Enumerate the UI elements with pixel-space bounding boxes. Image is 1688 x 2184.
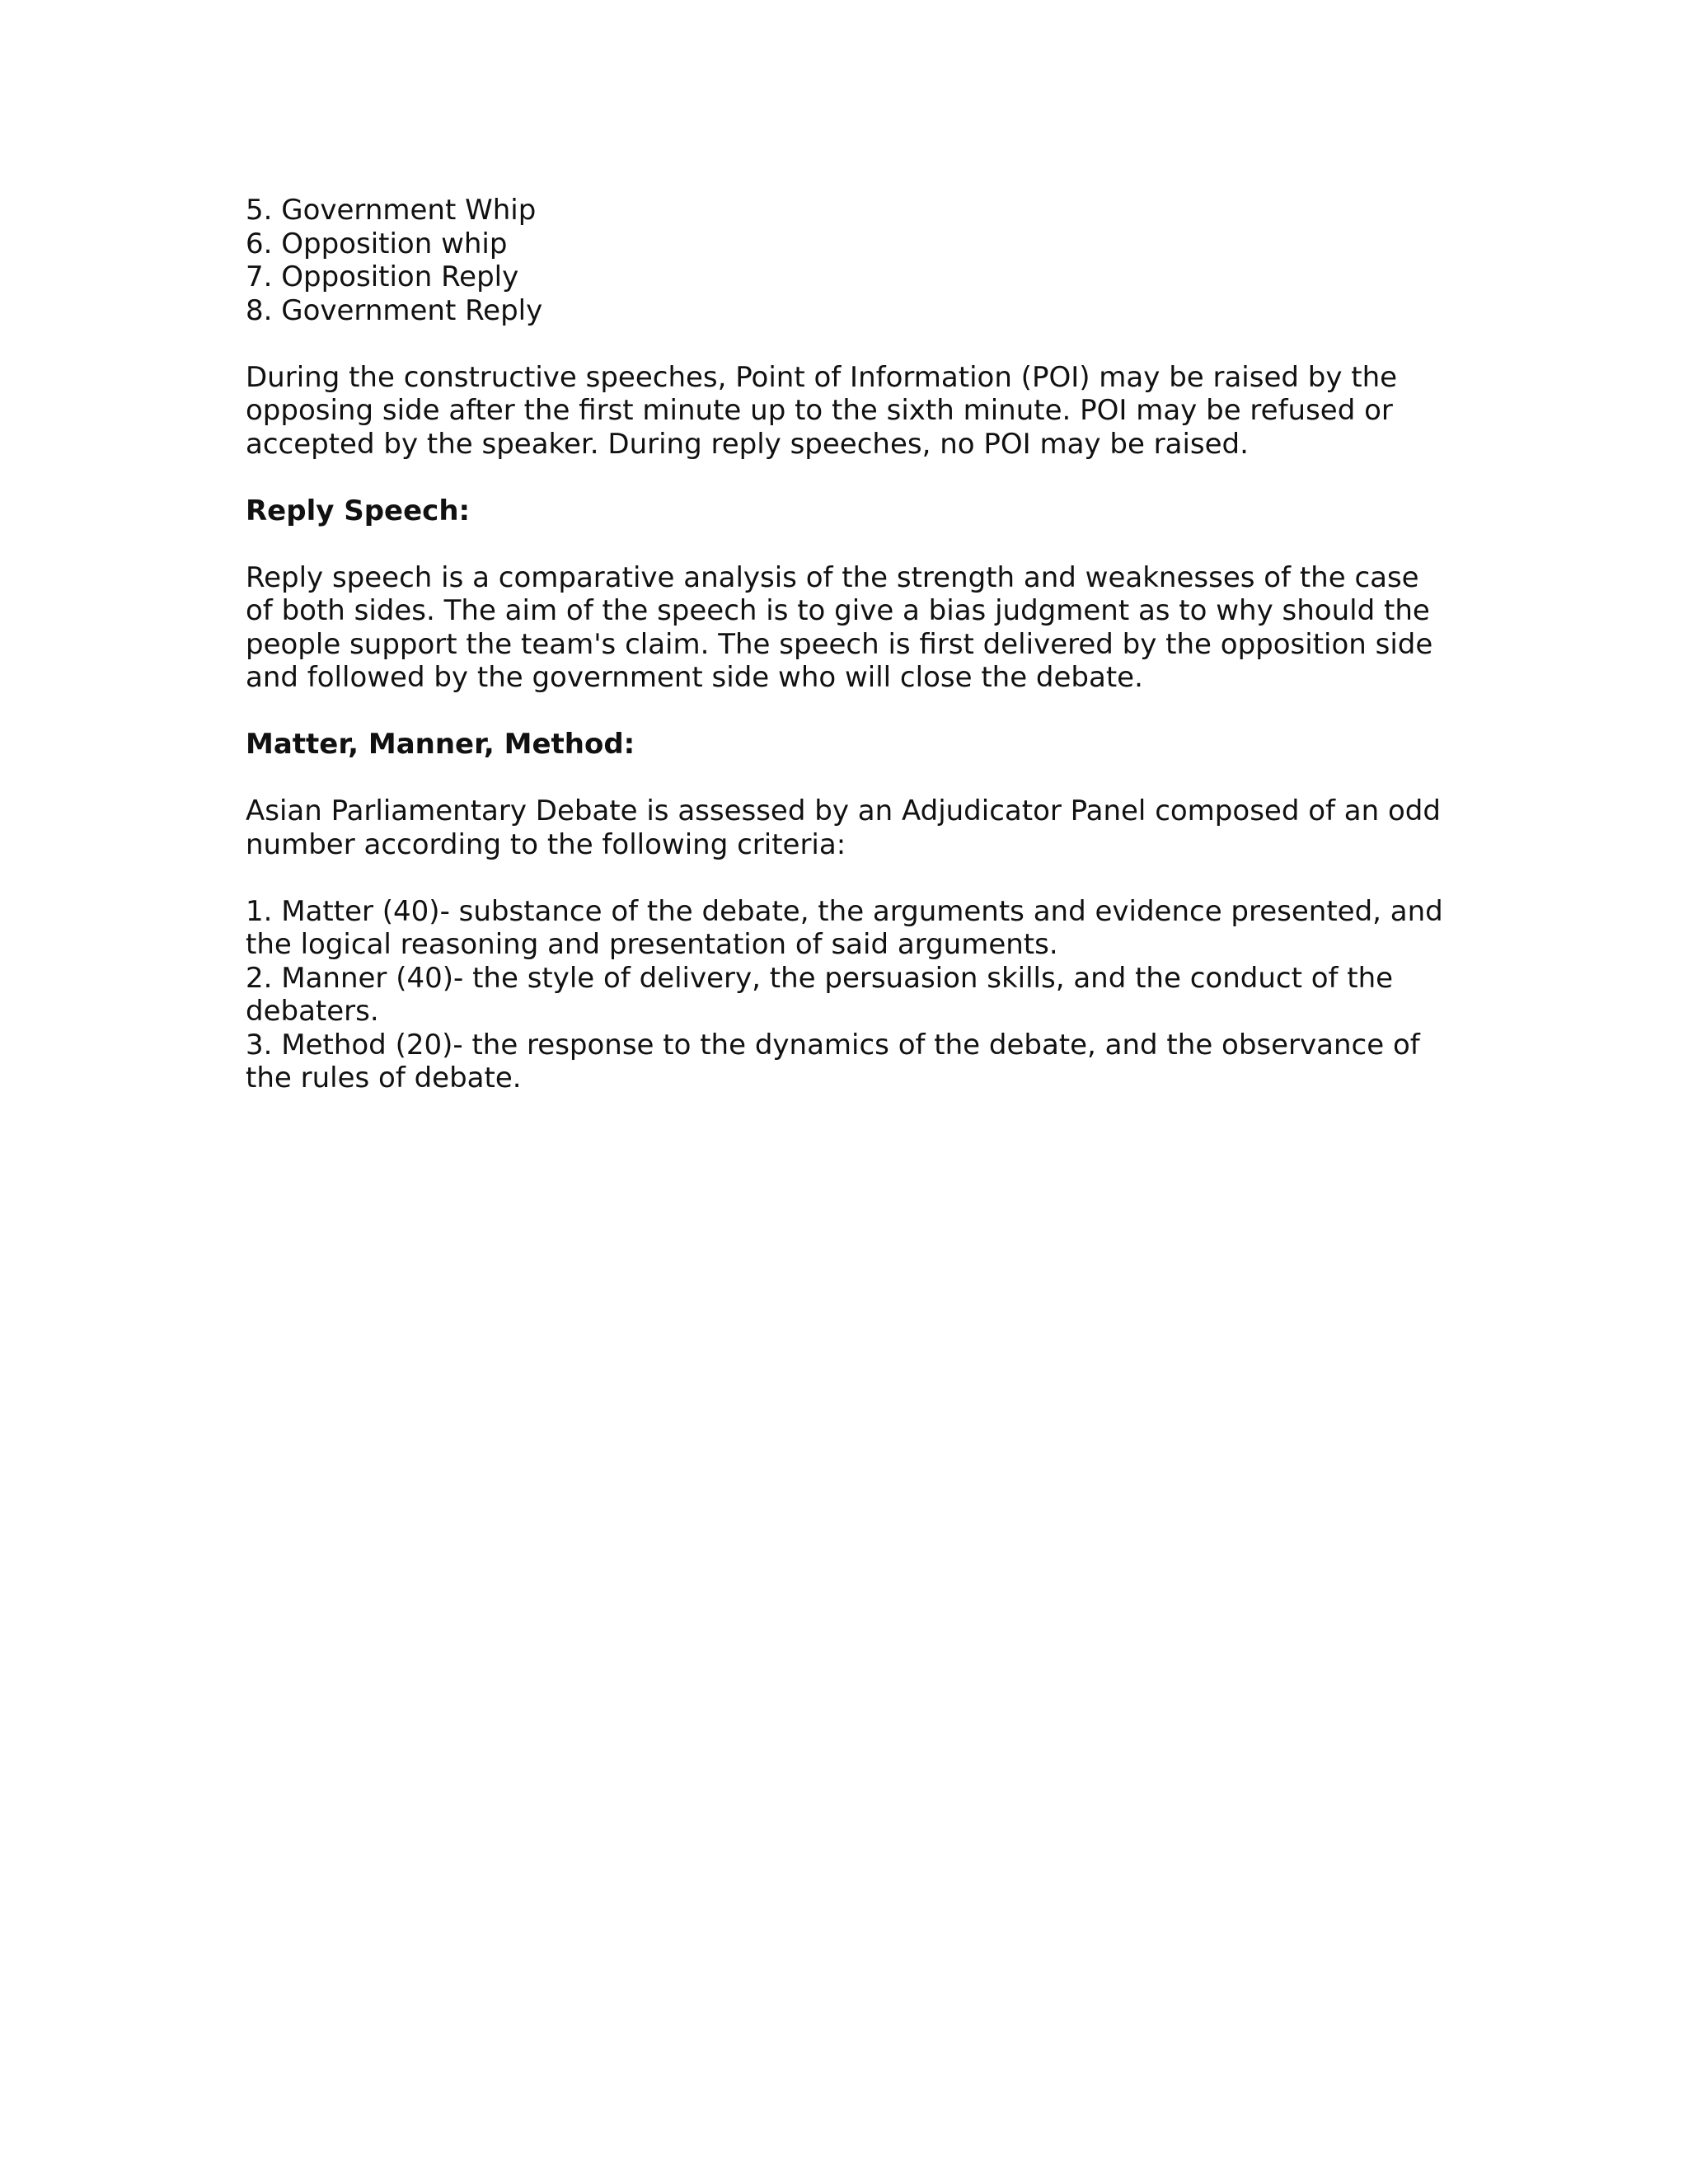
paragraph-line: and followed by the government side who will close the debate. (246, 661, 1143, 694)
document-page (246, 194, 1457, 1095)
reply-speech-paragraph (246, 561, 1457, 695)
criteria-list (246, 895, 1457, 1095)
paragraph-spacer (246, 461, 1457, 494)
paragraph-spacer (246, 695, 1457, 729)
criteria-item-matter (246, 895, 1457, 962)
paragraph-line: number according to the following criteria: (246, 827, 846, 861)
paragraph-spacer (246, 527, 1457, 561)
paragraph-line: Reply speech is a comparative analysis of the strength and weaknesses of the case (246, 560, 1419, 594)
paragraph-line: accepted by the speaker. During reply speeches, no POI may be raised. (246, 427, 1249, 461)
list-item: 5. Government Whip (246, 194, 537, 227)
list-item-line: 3. Method (20)- the response to the dynamics of the debate, and the observance of (246, 1028, 1420, 1062)
paragraph-line: people support the team's claim. The speech is first delivered by the opposition side (246, 627, 1433, 661)
list-item-line: debaters. (246, 995, 379, 1028)
speaker-order-list (246, 194, 1457, 327)
poi-paragraph (246, 361, 1457, 462)
list-item: 6. Opposition whip (246, 227, 508, 260)
reply-speech-heading: Reply Speech: (246, 494, 471, 527)
paragraph-spacer (246, 861, 1457, 895)
list-item-line: the logical reasoning and presentation of said arguments. (246, 928, 1058, 961)
criteria-item-manner (246, 962, 1457, 1029)
paragraph-spacer (246, 327, 1457, 361)
list-item-line: the rules of debate. (246, 1062, 522, 1094)
list-item-line: 2. Manner (40)- the style of delivery, the persuasion skills, and the conduct of the (246, 961, 1394, 995)
paragraph-line: opposing side after the first minute up to the sixth minute. POI may be refused or (246, 394, 1393, 427)
list-item: 8. Government Reply (246, 293, 543, 327)
list-item: 7. Opposition Reply (246, 260, 519, 293)
paragraph-line: of both sides. The aim of the speech is to give a bias judgment as to why should the (246, 594, 1430, 627)
criteria-heading: Matter, Manner, Method: (246, 728, 635, 761)
paragraph-spacer (246, 762, 1457, 795)
paragraph-line: During the constructive speeches, Point of Information (POI) may be raised by the (246, 360, 1398, 394)
list-item-line: 1. Matter (40)- substance of the debate, the arguments and evidence presented, and (246, 894, 1443, 928)
criteria-item-method (246, 1029, 1457, 1095)
paragraph-line: Asian Parliamentary Debate is assessed by an Adjudicator Panel composed of an odd (246, 794, 1441, 827)
criteria-intro-paragraph (246, 794, 1457, 861)
